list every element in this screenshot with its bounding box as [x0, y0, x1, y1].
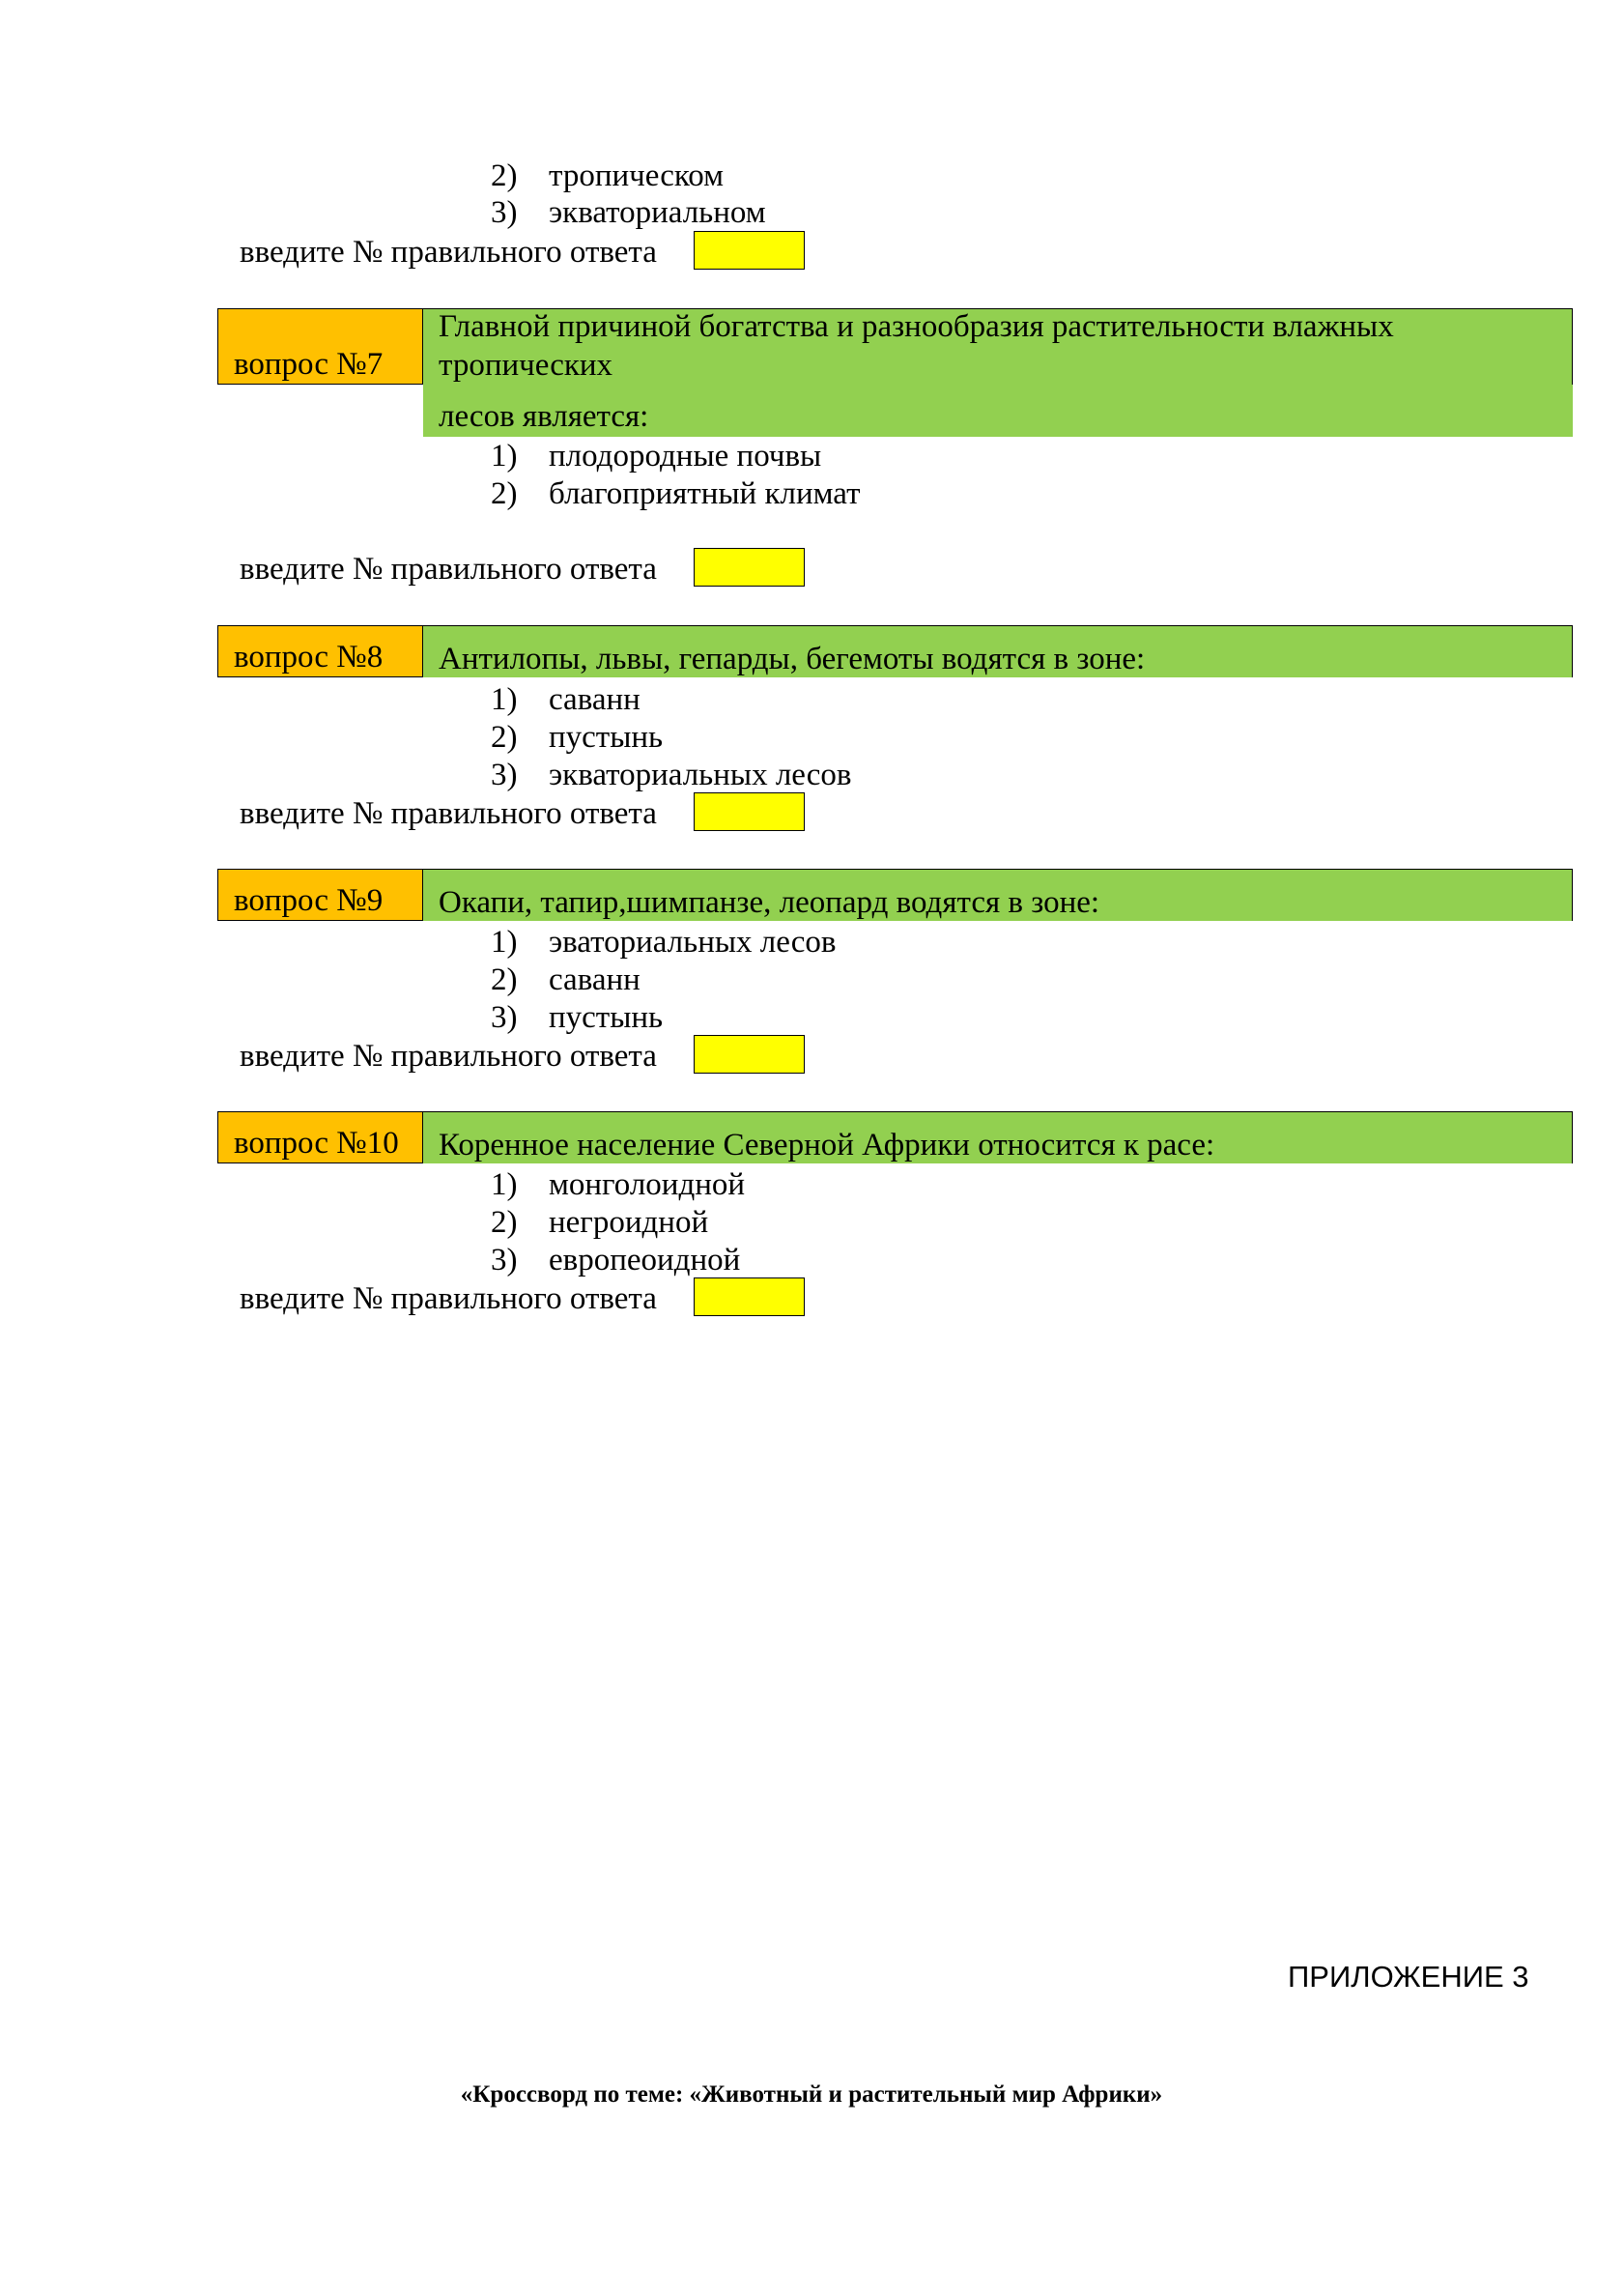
- q8-option-1-text: саванн: [549, 682, 641, 717]
- q9-option-2-text: саванн: [549, 962, 641, 997]
- q9-option-1-number: 1): [491, 925, 518, 960]
- q10-option-2-number: 2): [491, 1205, 518, 1240]
- q6-option-2-number: 2): [491, 158, 518, 193]
- q7-question-box: [423, 308, 1573, 385]
- appendix-label: ПРИЛОЖЕНИЕ 3: [1288, 1960, 1529, 1994]
- q9-question-text: Окапи, тапир,шимпанзе, леопард водятся в зоне:: [439, 885, 1100, 920]
- q7-option-2-number: 2): [491, 476, 518, 511]
- q10-label-text: вопрос №10: [234, 1126, 399, 1161]
- q10-option-2-text: негроидной: [549, 1205, 709, 1240]
- q10-label: [217, 1111, 423, 1163]
- q8-option-1-number: 1): [491, 682, 518, 717]
- q7-label: [217, 308, 423, 385]
- q7-option-2-text: благоприятный климат: [549, 476, 861, 511]
- q7-question-line-3: лесов является:: [439, 399, 649, 434]
- q6-option-2-text: тропическом: [549, 158, 724, 193]
- q7-option-1-text: плодородные почвы: [549, 439, 822, 474]
- q9-answer-input[interactable]: [694, 1035, 805, 1074]
- q10-answer-prompt: введите № правильного ответа: [240, 1281, 657, 1316]
- q8-option-3-text: экваториальных лесов: [549, 758, 852, 792]
- q6-option-3-number: 3): [491, 195, 518, 230]
- q7-answer-prompt: введите № правильного ответа: [240, 552, 657, 587]
- q8-option-2-number: 2): [491, 720, 518, 755]
- q8-option-3-number: 3): [491, 758, 518, 792]
- q6-answer-prompt: введите № правильного ответа: [240, 235, 657, 270]
- q7-question-line-1: Главной причиной богатства и разнообразия растительности влажных: [439, 309, 1394, 344]
- q10-option-1-number: 1): [491, 1167, 518, 1202]
- q7-label-text: вопрос №7: [234, 347, 384, 382]
- q9-question-box: [423, 869, 1573, 921]
- q7-question-box-continued: [423, 385, 1573, 437]
- q7-option-1-number: 1): [491, 439, 518, 474]
- q6-answer-input[interactable]: [694, 231, 805, 270]
- q7-question-line-2: тропических: [439, 348, 613, 383]
- q9-option-3-text: пустынь: [549, 1000, 664, 1035]
- q9-option-2-number: 2): [491, 962, 518, 997]
- q7-answer-input[interactable]: [694, 548, 805, 587]
- q10-option-3-text: европеоидной: [549, 1243, 741, 1277]
- q9-option-3-number: 3): [491, 1000, 518, 1035]
- q8-option-2-text: пустынь: [549, 720, 664, 755]
- q10-question-text: Коренное население Северной Африки относится к расе:: [439, 1128, 1215, 1162]
- q10-answer-input[interactable]: [694, 1277, 805, 1316]
- q10-question-box: [423, 1111, 1573, 1163]
- q8-answer-prompt: введите № правильного ответа: [240, 796, 657, 831]
- q8-question-box: [423, 625, 1573, 677]
- q9-option-1-text: эваториальных лесов: [549, 925, 837, 960]
- q8-answer-input[interactable]: [694, 792, 805, 831]
- q10-option-3-number: 3): [491, 1243, 518, 1277]
- q10-option-1-text: монголоидной: [549, 1167, 746, 1202]
- q8-label-text: вопрос №8: [234, 640, 384, 674]
- q9-label-text: вопрос №9: [234, 883, 384, 918]
- q9-label: [217, 869, 423, 921]
- q8-label: [217, 625, 423, 677]
- q8-question-text: Антилопы, львы, гепарды, бегемоты водятся в зоне:: [439, 642, 1146, 676]
- q9-answer-prompt: введите № правильного ответа: [240, 1039, 657, 1074]
- crossword-title: «Кроссворд по теме: «Животный и растительный мир Африки»: [460, 2081, 1163, 2108]
- q6-option-3-text: экваториальном: [549, 195, 766, 230]
